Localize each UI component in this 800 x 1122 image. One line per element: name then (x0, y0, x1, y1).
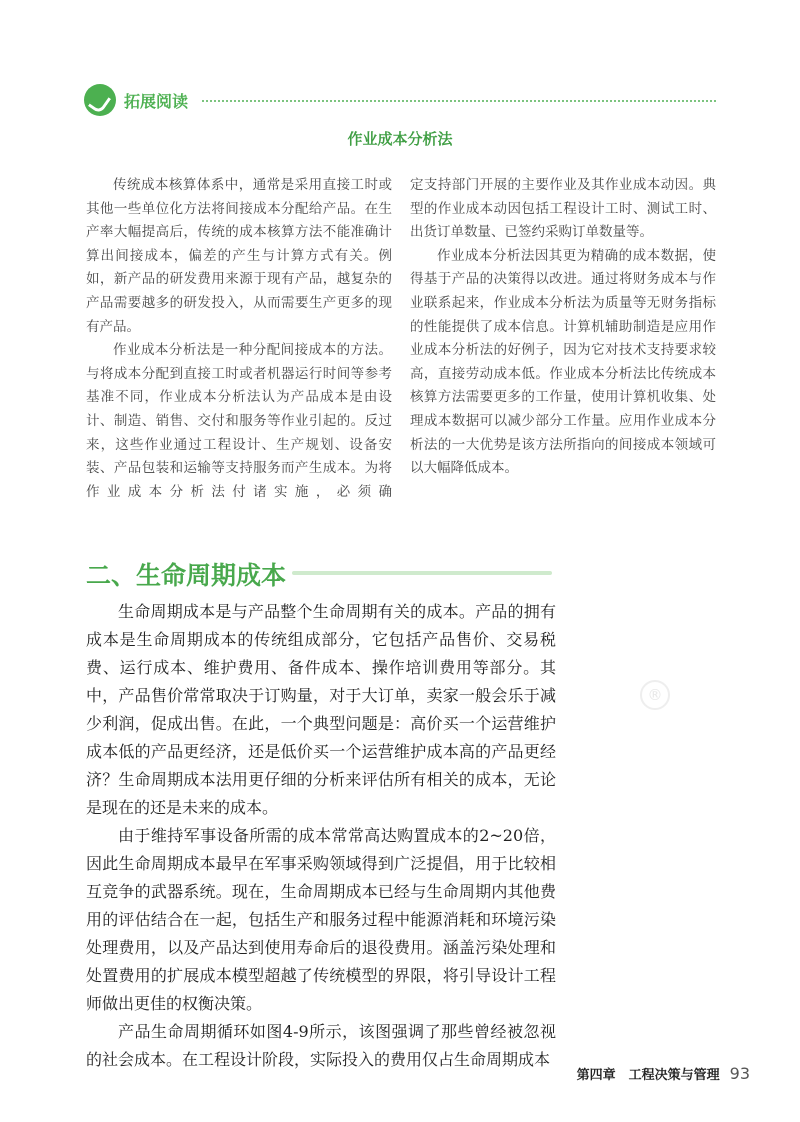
paragraph-continuation: 定支持部门开展的主要作业及其作业成本动因。典型的作业成本动因包括工程设计工时、测试工时、出货订单数量、已签约采购订单数量等。 (410, 177, 716, 241)
paragraph: 生命周期成本是与产品整个生命周期有关的成本。产品的拥有成本是生命周期成本的传统组成部分，它包括产品售价、交易税费、运行成本、维护费用、备件成本、操作培训费用等部分。其中，产品售价常常取决于订购量，对于大订单，卖家一般会乐于减少利润，促成出售。在此，一个典型问题是：高价买一个运营维护成本低的产品更经济，还是低价买一个运营维护成本高的产品更经济？生命周期成本法用更仔细的分析来评估所有相关的成本，无论是现在的还是未来的成本。 (86, 602, 556, 817)
extended-reading-label: 拓展阅读 (124, 92, 189, 111)
section-heading: 二、生命周期成本 (86, 561, 287, 590)
dotted-divider (202, 100, 716, 102)
paragraph: 产品生命周期循环如图4-9所示，该图强调了那些曾经被忽视的社会成本。在工程设计阶段，实际投入的费用仅占生命周期成本 (86, 1022, 556, 1069)
heading-decoration-line (292, 571, 552, 575)
section-body (86, 598, 556, 1074)
box-right-column (410, 174, 716, 481)
paragraph: 作业成本分析法因其更为精确的成本数据，使得基于产品的决策得以改进。通过将财务成本与作业联系起来，作业成本分析法为质量等无财务指标的性能提供了成本信息。计算机辅助制造是应用作业成本分析法的好例子，因为它对技术支持要求较高，直接劳动成本低。作业成本分析法比传统成本核算方法需要更多的工作量，使用计算机收集、处理成本数据可以减少部分工作量。应用作业成本分析法的一大优势是该方法所指向的间接成本领域可以大幅降低成本。 (410, 247, 716, 477)
page-footer (577, 1064, 750, 1083)
paragraph: 作业成本分析法是一种分配间接成本的方法。与将成本分配到直接工时或者机器运行时间等参考基准不同，作业成本分析法认为产品成本是由设计、制造、销售、交付和服务等作业引起的。反过来，这些作业通过工程设计、生产规划、设备安装、产品包装和运输等支持服务而产生成本。为将作业成本分析法付诸实施，必须确 (86, 342, 392, 500)
pen-leaf-icon (84, 84, 116, 116)
box-title: 作业成本分析法 (347, 130, 453, 148)
box-left-column (86, 174, 392, 504)
page-number: 93 (729, 1064, 750, 1083)
paragraph: 传统成本核算体系中，通常是采用直接工时或其他一些单位化方法将间接成本分配给产品。在生产率大幅提高后，传统的成本核算方法不能准确计算出间接成本，偏差的产生与计算方式有关。例如，新产品的研发费用来源于现有产品，越复杂的产品需要越多的研发投入，从而需要生产更多的现有产品。 (86, 177, 392, 335)
extended-reading-header (84, 84, 716, 118)
registered-watermark: ® (640, 680, 670, 710)
paragraph: 由于维持军事设备所需的成本常常高达购置成本的2~20倍，因此生命周期成本最早在军事采购领域得到广泛提倡，用于比较相互竞争的武器系统。现在，生命周期成本已经与生命周期内其他费用的评估结合在一起，包括生产和服务过程中能源消耗和环境污染处理费用，以及产品达到使用寿命后的退役费用。涵盖污染处理和处置费用的扩展成本模型超越了传统模型的界限，将引导设计工程师做出更佳的权衡决策。 (86, 826, 556, 1013)
chapter-title: 第四章 工程决策与管理 (576, 1068, 720, 1083)
